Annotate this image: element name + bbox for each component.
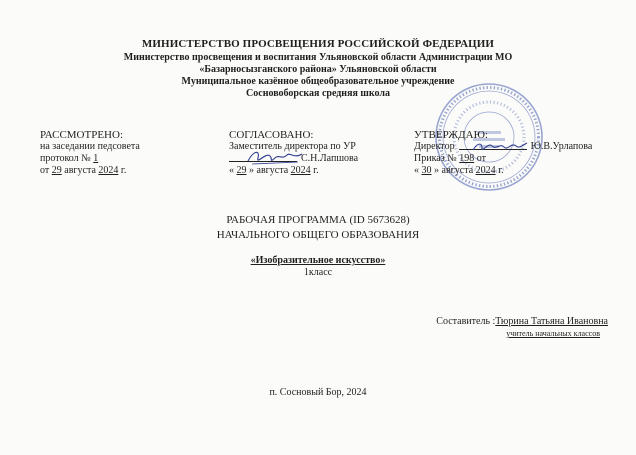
- protocol-number: 1: [93, 153, 99, 164]
- date-year: 2024: [98, 165, 119, 176]
- date-month: августа: [64, 165, 96, 176]
- program-level: НАЧАЛЬНОГО ОБЩЕГО ОБРАЗОВАНИЯ: [216, 229, 420, 241]
- agreed-signer: С.Н.Лапшова: [301, 153, 359, 164]
- handwritten-signature-icon: [470, 137, 530, 157]
- date-day: 29: [51, 165, 62, 176]
- order-label: Приказ №: [414, 153, 457, 164]
- date-prefix: «: [414, 165, 419, 176]
- date-day: 29: [236, 165, 247, 176]
- considered-protocol: [40, 153, 140, 165]
- program-title: РАБОЧАЯ ПРОГРАММА (ID 5673628): [226, 214, 410, 226]
- header-line-3: Муниципальное казённое общеобразовательное учреждение: [181, 76, 455, 87]
- date-month: » августа: [249, 165, 289, 176]
- order-from: от: [476, 153, 486, 164]
- handwritten-signature-icon: [244, 146, 306, 168]
- approved-signer: Ю.В.Урлапова: [530, 141, 593, 152]
- considered-block: [40, 129, 140, 177]
- approved-position: Директор: [414, 141, 455, 152]
- date-suffix: г.: [313, 165, 319, 176]
- place-year: п. Сосновый Бор, 2024: [269, 387, 367, 398]
- agreed-position: Заместитель директора по УР: [229, 141, 356, 152]
- school-name: Сосновоборская средняя школа: [246, 88, 390, 99]
- considered-date: [40, 165, 140, 177]
- protocol-label: протокол №: [40, 153, 91, 164]
- header-line-1: Министерство просвещения и воспитания Ульяновской области Администрации МО: [123, 52, 513, 63]
- compiler-line: [436, 316, 608, 327]
- considered-line: на заседании педсовета: [40, 141, 140, 152]
- considered-heading: РАССМОТРЕНО:: [40, 129, 124, 141]
- compiler-name: Тюрина Татьяна Ивановна: [495, 316, 608, 327]
- subject-name: «Изобразительное искусство»: [250, 255, 386, 266]
- compiler-role: учитель начальных классов: [506, 329, 600, 338]
- date-prefix: от: [40, 165, 50, 176]
- agreed-heading: СОГЛАСОВАНО:: [229, 129, 314, 141]
- date-month: » августа: [434, 165, 474, 176]
- header-line-2: «Базарносызганского района» Ульяновской области: [199, 64, 437, 75]
- date-day: 30: [421, 165, 432, 176]
- ministry-title: МИНИСТЕРСТВО ПРОСВЕЩЕНИЯ РОССИЙСКОЙ ФЕДЕРАЦИИ: [141, 38, 495, 50]
- grade: 1класс: [303, 267, 333, 278]
- approved-date: [414, 165, 592, 177]
- date-suffix: г.: [120, 165, 127, 176]
- compiler-label: Составитель :: [436, 316, 496, 327]
- order-number: 198: [459, 153, 475, 164]
- date-year: 2024: [290, 165, 311, 176]
- approved-heading: УТВЕРЖДАЮ:: [414, 129, 488, 141]
- date-year: 2024: [475, 165, 496, 176]
- date-prefix: «: [229, 165, 234, 176]
- date-suffix: г.: [498, 165, 504, 176]
